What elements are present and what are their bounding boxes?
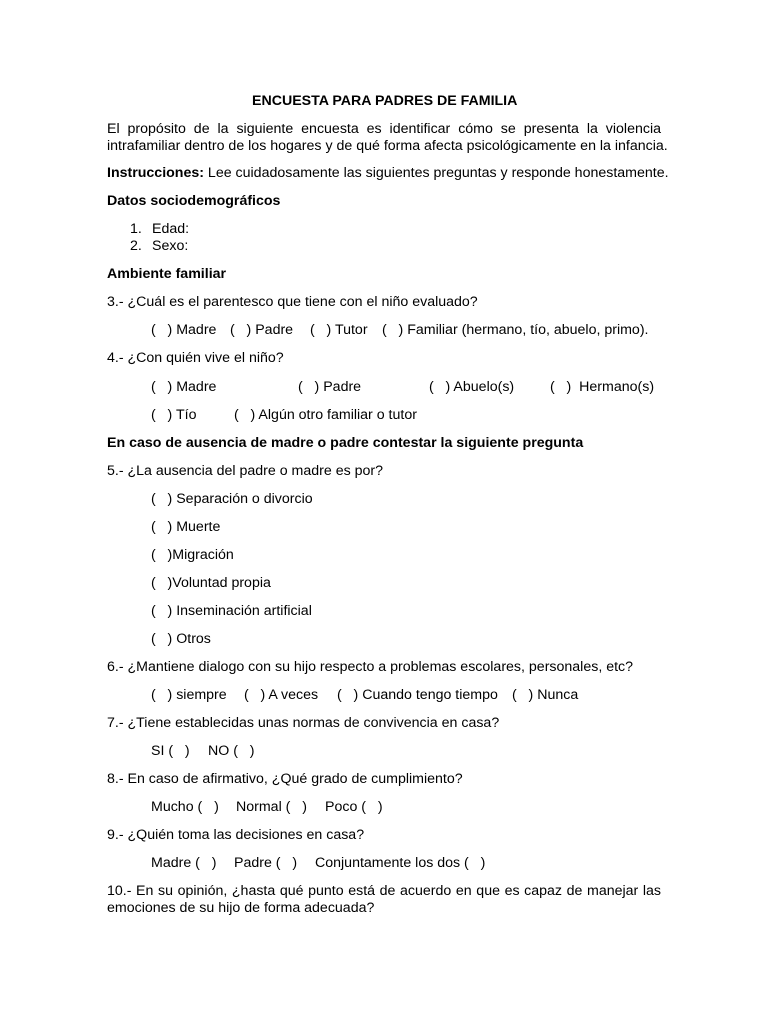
- list-item-number: 2.: [130, 238, 142, 254]
- option-checkbox[interactable]: ( ) Otros: [151, 631, 211, 647]
- option-checkbox[interactable]: Conjuntamente los dos ( ): [315, 855, 486, 871]
- section-heading-family-environment: Ambiente familiar: [107, 266, 227, 282]
- option-checkbox[interactable]: ( )Migración: [151, 547, 234, 563]
- option-checkbox[interactable]: ( ) Madre: [151, 379, 217, 395]
- question-5: 5.- ¿La ausencia del padre o madre es por?: [107, 463, 384, 479]
- option-checkbox[interactable]: SI ( ): [151, 743, 190, 759]
- option-checkbox[interactable]: ( ) Hermano(s): [550, 379, 655, 395]
- instructions-text: Lee cuidadosamente las siguientes preguntas y responde honestamente.: [203, 165, 669, 181]
- option-checkbox[interactable]: ( ) Abuelo(s): [429, 379, 515, 395]
- option-checkbox[interactable]: ( ) Muerte: [151, 519, 221, 535]
- question-6: 6.- ¿Mantiene dialogo con su hijo respecto a problemas escolares, personales, etc?: [107, 659, 634, 675]
- page-title: ENCUESTA PARA PADRES DE FAMILIA: [252, 93, 518, 109]
- option-checkbox[interactable]: Poco ( ): [325, 799, 383, 815]
- question-7: 7.- ¿Tiene establecidas unas normas de convivencia en casa?: [107, 715, 500, 731]
- list-item-number: 1.: [130, 221, 142, 237]
- option-checkbox[interactable]: Normal ( ): [236, 799, 307, 815]
- question-10-line-2: emociones de su hijo de forma adecuada?: [107, 900, 375, 916]
- question-4: 4.- ¿Con quién vive el niño?: [107, 350, 284, 366]
- option-checkbox[interactable]: ( ) Inseminación artificial: [151, 603, 312, 619]
- option-checkbox[interactable]: ( ) Cuando tengo tiempo: [337, 687, 498, 703]
- question-3: 3.- ¿Cuál es el parentesco que tiene con el niño evaluado?: [107, 294, 478, 310]
- section-heading-sociodemographic: Datos sociodemográficos: [107, 193, 281, 209]
- option-checkbox[interactable]: ( ) Familiar (hermano, tío, abuelo, primo).: [382, 322, 649, 338]
- instructions-label: Instrucciones:: [107, 165, 204, 181]
- option-checkbox[interactable]: ( ) Nunca: [512, 687, 579, 703]
- question-9: 9.- ¿Quién toma las decisiones en casa?: [107, 827, 365, 843]
- field-label-age: Edad:: [152, 221, 190, 237]
- option-checkbox[interactable]: ( ) Padre: [298, 379, 362, 395]
- option-checkbox[interactable]: Mucho ( ): [151, 799, 219, 815]
- option-checkbox[interactable]: ( ) A veces: [244, 687, 319, 703]
- question-8: 8.- En caso de afirmativo, ¿Qué grado de cumplimiento?: [107, 771, 463, 787]
- field-label-sex: Sexo:: [152, 238, 189, 254]
- intro-line-1: El propósito de la siguiente encuesta es identificar cómo se presenta la violencia: [107, 121, 661, 137]
- option-checkbox[interactable]: ( ) Algún otro familiar o tutor: [234, 407, 417, 423]
- option-checkbox[interactable]: ( ) Tío: [151, 407, 197, 423]
- option-checkbox[interactable]: ( ) Madre: [151, 322, 217, 338]
- option-checkbox[interactable]: ( ) Tutor: [310, 322, 368, 338]
- option-checkbox[interactable]: Madre ( ): [151, 855, 217, 871]
- instructions: [107, 165, 669, 182]
- option-checkbox[interactable]: ( ) siempre: [151, 687, 227, 703]
- intro-line-2: intrafamiliar dentro de los hogares y de qué forma afecta psicológicamente en la infancia.: [107, 138, 668, 154]
- option-checkbox[interactable]: NO ( ): [208, 743, 255, 759]
- option-checkbox[interactable]: ( ) Padre: [230, 322, 294, 338]
- question-10-line-1: 10.- En su opinión, ¿hasta qué punto está de acuerdo en que es capaz de manejar las: [107, 883, 661, 899]
- option-checkbox[interactable]: Padre ( ): [234, 855, 298, 871]
- option-checkbox[interactable]: ( )Voluntad propia: [151, 575, 271, 591]
- section-heading-absence: En caso de ausencia de madre o padre contestar la siguiente pregunta: [107, 435, 584, 451]
- option-checkbox[interactable]: ( ) Separación o divorcio: [151, 491, 313, 507]
